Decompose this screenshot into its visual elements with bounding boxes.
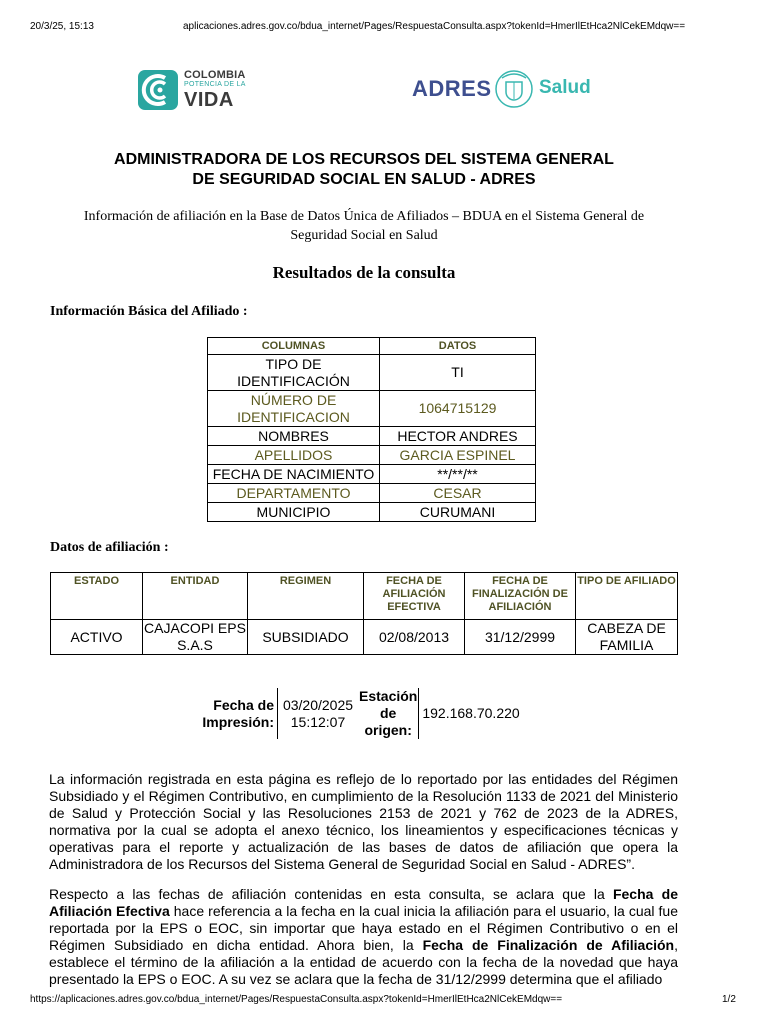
- row-value: **/**/**: [380, 465, 536, 484]
- fecha-impresion-value: 03/20/2025 15:12:07: [278, 688, 359, 739]
- regimen-cell: SUBSIDIADO: [248, 620, 364, 655]
- print-url: aplicaciones.adres.gov.co/bdua_internet/Pages/RespuestaConsulta.aspx?tokenId=HmerIlEtHca2NlCekEMdqw==: [183, 21, 686, 32]
- table-row: [208, 465, 536, 484]
- table-row: [208, 484, 536, 503]
- results-title: Resultados de la consulta: [272, 263, 456, 282]
- page-title-line2: DE SEGURIDAD SOCIAL EN SALUD - ADRES: [192, 171, 536, 188]
- colombia-word: COLOMBIA: [184, 69, 246, 81]
- print-info-table: [200, 688, 523, 739]
- column-header: FECHA DE AFILIACIÓN EFECTIVA: [364, 573, 465, 620]
- column-header: TIPO DE AFILIADO: [576, 573, 678, 620]
- footer-page-number: 1/2: [722, 994, 736, 1005]
- print-datetime: 20/3/25, 15:13: [30, 21, 94, 32]
- row-value: CURUMANI: [380, 503, 536, 522]
- table-header-row: [208, 338, 536, 355]
- table-row: [208, 427, 536, 446]
- table-header-row: [51, 573, 678, 620]
- note-text: hace referencia a la fecha en la cual inicia la afiliación para el usuario, la cual fue reportada por la EPS o EOC, sin importar que haya estado en el Régimen Contributivo o en el Régimen Subsidiado en dicha entidad. Ahora bien, la: [49, 903, 678, 953]
- coat-of-arms-icon: [494, 68, 534, 110]
- basic-info-table: [207, 337, 536, 522]
- subtitle-line2: Seguridad Social en Salud: [290, 228, 438, 243]
- column-header: REGIMEN: [248, 573, 364, 620]
- potencia-word: POTENCIA DE LA: [184, 81, 246, 88]
- page-title-line1: ADMINISTRADORA DE LOS RECURSOS DEL SISTEMA GENERAL: [114, 151, 614, 168]
- affiliation-table: [50, 572, 678, 655]
- row-value: 1064715129: [380, 391, 536, 427]
- row-label: FECHA DE NACIMIENTO: [208, 465, 380, 484]
- fecha-impresion-label: Fecha de Impresión:: [202, 696, 274, 730]
- dates-note-paragraph: [49, 886, 678, 988]
- row-label: TIPO DE IDENTIFICACIÓN: [208, 355, 380, 391]
- adres-salud-logo: [412, 66, 602, 112]
- table-row: [208, 355, 536, 391]
- page-title: [60, 150, 668, 190]
- column-header: DATOS: [380, 338, 536, 355]
- estacion-origen-value: 192.168.70.220: [419, 688, 523, 739]
- legal-note-paragraph: La información registrada en esta página es reflejo de lo reportado por las entidades del Régimen Subsidiado y el Régimen Contributivo, en cumplimiento de la Resolución 1133 de 2021 del Ministerio de Salud y Protección Social y las Resoluciones 2153 de 2021 y 762 de 2023 de la ADRES, normativa por la cual se adopta el anexo técnico, los lineamientos y especificaciones técnicas y operativas para el reporte y actualización de las bases de datos de afiliación que opera la Administradora de los Recursos del Sistema General de Seguridad Social en Salud - ADRES”.: [49, 771, 678, 872]
- subtitle-line1: Información de afiliación en la Base de Datos Única de Afiliados – BDUA en el Sistema General de: [83, 209, 645, 224]
- note-text: Respecto a las fechas de afiliación contenidas en esta consulta, se aclara que la: [49, 886, 613, 902]
- estacion-origen-label: Estación de origen:: [359, 688, 418, 738]
- affiliation-title: Datos de afiliación :: [50, 540, 169, 555]
- note-bold-term: Fecha de Finalización de Afiliación: [422, 937, 675, 953]
- row-label: NOMBRES: [208, 427, 380, 446]
- row-label: DEPARTAMENTO: [208, 484, 380, 503]
- table-row: [208, 503, 536, 522]
- column-header: FECHA DE FINALIZACIÓN DE AFILIACIÓN: [465, 573, 576, 620]
- logo-banner: [50, 46, 678, 132]
- vida-word: VIDA: [184, 89, 234, 111]
- column-header: COLUMNAS: [208, 338, 380, 355]
- colombia-potencia-logo: [138, 68, 246, 112]
- table-row: [51, 620, 678, 655]
- tipo-afiliado-cell: CABEZA DE FAMILIA: [576, 620, 678, 655]
- note-bold-term: Fecha de Afiliación Efectiva: [49, 886, 678, 919]
- adres-word: ADRES: [412, 76, 492, 101]
- colombia-mark-icon: [138, 70, 178, 110]
- table-row: [208, 391, 536, 427]
- table-row: [208, 446, 536, 465]
- row-value: CESAR: [380, 484, 536, 503]
- estado-cell: ACTIVO: [51, 620, 143, 655]
- note-text: , establece el término de la afiliación a la entidad de acuerdo con la fecha de la novedad que haya presentado la EPS o EOC. A su vez se aclara que la fecha de 31/12/2999 determina que el afiliado: [49, 937, 679, 987]
- row-label: MUNICIPIO: [208, 503, 380, 522]
- fecha-finalizacion-cell: 31/12/2999: [465, 620, 576, 655]
- page-subtitle: [56, 207, 672, 245]
- entidad-cell: CAJACOPI EPS S.A.S: [144, 620, 246, 653]
- row-value: TI: [380, 355, 536, 391]
- salud-word: Salud: [539, 77, 591, 98]
- column-header: ESTADO: [51, 573, 143, 620]
- row-label: APELLIDOS: [208, 446, 380, 465]
- row-label: NÚMERO DE IDENTIFICACION: [208, 391, 380, 427]
- row-value: GARCIA ESPINEL: [380, 446, 536, 465]
- fecha-afiliacion-cell: 02/08/2013: [364, 620, 465, 655]
- column-header: ENTIDAD: [143, 573, 248, 620]
- footer-url: https://aplicaciones.adres.gov.co/bdua_internet/Pages/RespuestaConsulta.aspx?tokenId=HmerIlEtHca2NlCekEMdqw==: [30, 994, 563, 1005]
- basic-info-title: Información Básica del Afiliado :: [50, 304, 248, 319]
- row-value: HECTOR ANDRES: [380, 427, 536, 446]
